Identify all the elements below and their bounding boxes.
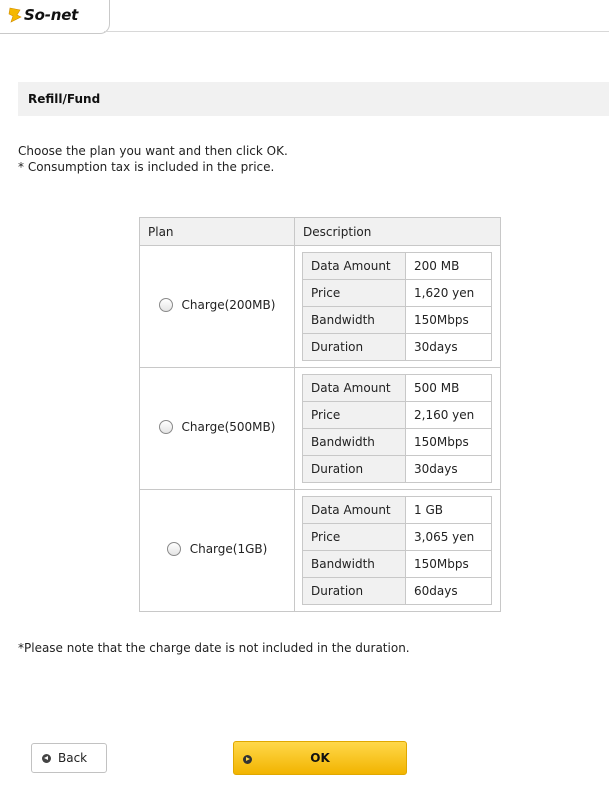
detail-value: 30days (406, 456, 492, 483)
tax-note: * Consumption tax is included in the price. (18, 160, 275, 174)
back-button-label: Back (58, 751, 88, 765)
radio-button[interactable] (167, 542, 181, 556)
plan-row (140, 246, 501, 368)
ok-button-label: OK (310, 751, 330, 765)
plan-table (139, 217, 501, 612)
plan-radio-label[interactable] (159, 420, 276, 434)
detail-key: Duration (303, 334, 406, 361)
radio-button[interactable] (159, 298, 173, 312)
detail-value: 60days (406, 578, 492, 605)
plan-option-200mb[interactable] (140, 246, 295, 368)
plan-name: Charge(500MB) (181, 420, 276, 434)
arrow-left-circle-icon (42, 754, 51, 763)
detail-value: 1 GB (406, 497, 492, 524)
detail-row (303, 429, 492, 456)
ok-button[interactable] (233, 741, 407, 775)
header-divider (104, 31, 609, 32)
plan-option-1gb[interactable] (140, 490, 295, 612)
plan-name: Charge(1GB) (189, 542, 268, 556)
detail-row (303, 375, 492, 402)
table-header-row (140, 218, 501, 246)
column-header-plan: Plan (140, 218, 295, 246)
detail-row (303, 497, 492, 524)
detail-value: 1,620 yen (406, 280, 492, 307)
detail-key: Price (303, 280, 406, 307)
site-header (0, 0, 609, 36)
detail-table (302, 252, 492, 361)
detail-row (303, 524, 492, 551)
plan-row (140, 368, 501, 490)
detail-key: Data Amount (303, 497, 406, 524)
detail-value: 150Mbps (406, 307, 492, 334)
instructions (18, 143, 288, 175)
duration-footnote: *Please note that the charge date is not included in the duration. (18, 641, 410, 655)
plan-radio-label[interactable] (159, 298, 276, 312)
column-header-description: Description (295, 218, 501, 246)
detail-key: Duration (303, 578, 406, 605)
detail-value: 30days (406, 334, 492, 361)
detail-table (302, 374, 492, 483)
detail-key: Bandwidth (303, 429, 406, 456)
detail-row (303, 456, 492, 483)
plan-description (295, 490, 501, 612)
section-title-bar (18, 82, 609, 116)
detail-value: 3,065 yen (406, 524, 492, 551)
page-title: Refill/Fund (28, 92, 101, 106)
plan-description (295, 246, 501, 368)
detail-row (303, 334, 492, 361)
plan-row (140, 490, 501, 612)
plan-option-500mb[interactable] (140, 368, 295, 490)
detail-key: Bandwidth (303, 551, 406, 578)
detail-key: Price (303, 402, 406, 429)
detail-table (302, 496, 492, 605)
detail-key: Data Amount (303, 375, 406, 402)
plan-name: Charge(200MB) (181, 298, 276, 312)
plan-description (295, 368, 501, 490)
detail-key: Data Amount (303, 253, 406, 280)
detail-key: Price (303, 524, 406, 551)
detail-row (303, 402, 492, 429)
detail-key: Bandwidth (303, 307, 406, 334)
radio-button[interactable] (159, 420, 173, 434)
plan-radio-label[interactable] (167, 542, 268, 556)
back-button[interactable] (31, 743, 107, 773)
detail-row (303, 307, 492, 334)
detail-value: 2,160 yen (406, 402, 492, 429)
detail-value: 150Mbps (406, 551, 492, 578)
instruction-line: Choose the plan you want and then click OK. (18, 144, 288, 158)
detail-row (303, 578, 492, 605)
detail-key: Duration (303, 456, 406, 483)
so-net-logo[interactable] (8, 6, 78, 24)
logo-text: So-net (24, 6, 79, 24)
so-net-logo-icon (8, 7, 22, 23)
detail-value: 200 MB (406, 253, 492, 280)
detail-value: 150Mbps (406, 429, 492, 456)
detail-row (303, 280, 492, 307)
detail-value: 500 MB (406, 375, 492, 402)
detail-row (303, 551, 492, 578)
detail-row (303, 253, 492, 280)
